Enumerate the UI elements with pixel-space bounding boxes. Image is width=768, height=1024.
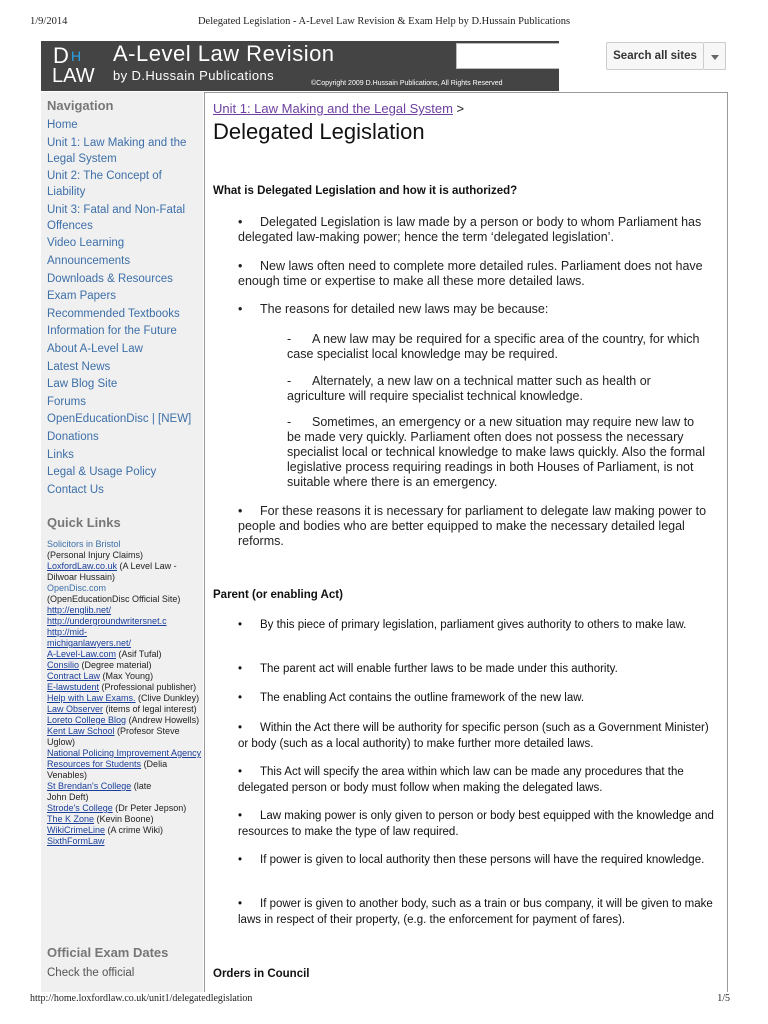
nav-item-announcements[interactable]: Announcements <box>47 254 131 267</box>
paragraph-bullet <box>238 617 718 633</box>
quick-link[interactable]: Loreto College Blog <box>47 715 127 725</box>
nav-item-latest-news[interactable]: Latest News <box>47 360 111 373</box>
paragraph-bullet <box>238 852 718 868</box>
quick-link[interactable]: LoxfordLaw.co.uk <box>47 561 118 571</box>
quick-link-item <box>47 814 202 825</box>
paragraph-bullet <box>238 896 718 928</box>
nav-heading: Navigation <box>47 98 114 113</box>
quick-link-note: (A crime Wiki) <box>105 825 164 835</box>
print-url: http://home.loxfordlaw.co.uk/unit1/delegatedlegislation <box>30 993 253 1004</box>
paragraph-text: Delegated Legislation is law made by a person or body to whom Parliament has delegated law-making power; hence the term ‘delegated legislation’. <box>238 215 702 244</box>
paragraph-text: The parent act will enable further laws to be made under this authority. <box>260 663 618 675</box>
nav-item-home[interactable]: Home <box>47 119 78 131</box>
paragraph-bullet <box>238 720 718 752</box>
paragraph-bullet <box>238 259 718 289</box>
logo-letter-h: H <box>71 48 82 64</box>
quick-link-item <box>47 671 202 682</box>
exam-dates-heading: Official Exam Dates <box>47 945 169 960</box>
nav-item-legal-policy[interactable]: Legal & Usage Policy <box>47 466 157 479</box>
quick-link-note: (Profesor Steve Uglow) <box>47 726 180 747</box>
bullet-icon: • <box>238 692 243 704</box>
bullet-icon: • <box>238 898 243 910</box>
section-heading-parent-act: Parent (or enabling Act) <box>213 589 343 601</box>
paragraph-bullet <box>238 504 718 549</box>
quick-link-note: (Andrew Howells) <box>126 715 200 725</box>
print-date: 1/9/2014 <box>30 16 68 27</box>
nav-item-video-learning[interactable]: Video Learning <box>47 237 125 250</box>
nav-item-about[interactable]: About A-Level Law <box>47 342 143 355</box>
nav-item-downloads[interactable]: Downloads & Resources <box>47 272 173 285</box>
quick-link-item <box>47 561 202 583</box>
bullet-icon: • <box>238 663 243 675</box>
banner-title: A-Level Law Revision <box>113 41 335 66</box>
nav-item-information-future[interactable]: Information for the Future <box>47 325 177 338</box>
nav-list <box>47 117 201 499</box>
sub-item <box>287 415 707 490</box>
quick-link-item <box>47 539 202 561</box>
quick-link[interactable]: National Policing Improvement Agency <box>47 748 202 758</box>
paragraph-text: New laws often need to complete more detailed rules. Parliament does not have enough time or expertise to make all these more detailed laws. <box>238 259 703 288</box>
quick-link-item <box>47 627 167 649</box>
sub-item-text: Alternately, a new law on a technical matter such as health or agriculture will require specialist technical knowledge. <box>287 374 651 403</box>
page-title: Delegated Legislation <box>213 119 425 144</box>
quick-link-item <box>47 715 202 726</box>
sub-item <box>287 374 707 404</box>
banner-copyright: ©Copyright 2009 D.Hussain Publications, All Rights Reserved <box>311 80 503 87</box>
paragraph-bullet <box>238 661 718 677</box>
bullet-icon: • <box>238 722 243 734</box>
quick-link[interactable]: Solicitors in Bristol <box>47 539 121 549</box>
nav-item-unit-1[interactable]: Unit 1: Law Making and the Legal System <box>47 136 187 165</box>
search-dropdown-chevron-icon[interactable] <box>704 42 726 70</box>
sidebar <box>41 92 203 992</box>
quick-link-item <box>47 693 202 704</box>
nav-item-openeducationdisc[interactable]: OpenEducationDisc | [NEW] <box>47 413 192 426</box>
nav-item-unit-2[interactable]: Unit 2: The Concept of Liability <box>47 170 162 199</box>
paragraph-text: If power is given to local authority then these persons will have the required knowledge. <box>260 854 705 866</box>
quick-link-item <box>47 616 202 627</box>
quick-link[interactable]: The K Zone <box>47 814 95 824</box>
nav-item-forums[interactable]: Forums <box>47 395 86 408</box>
quick-link-note: (Professional publisher) <box>99 682 197 692</box>
quick-link-note: (Kevin Boone) <box>94 814 154 824</box>
quick-link-item <box>47 704 202 715</box>
quick-link-note: (OpenEducationDisc Official Site) <box>47 594 181 604</box>
quick-link-item <box>47 825 202 836</box>
quick-links-heading: Quick Links <box>47 515 121 530</box>
quick-link-item <box>47 748 202 759</box>
breadcrumb-link-unit-1[interactable]: Unit 1: Law Making and the Legal System <box>213 101 453 116</box>
quick-link[interactable]: Contract Law <box>47 671 101 681</box>
paragraph-text: Within the Act there will be authority for specific person (such as a Government Minister) or body (such as a local authority) to make further more detailed laws. <box>238 722 709 750</box>
quick-link-note: (A Level Law - Dilwoar Hussain) <box>47 561 177 582</box>
quick-link-note: (Delia Venables) <box>47 759 168 780</box>
quick-link-item <box>47 605 202 616</box>
quick-link-item <box>47 781 157 803</box>
quick-link[interactable]: http://mid-michiganlawyers.net/ <box>47 627 132 648</box>
breadcrumb-separator: > <box>452 101 465 116</box>
dash-icon: - <box>287 332 292 346</box>
sub-item-text: A new law may be required for a specific area of the country, for which case specialist local knowledge may be required. <box>287 332 700 361</box>
quick-link[interactable]: Consilio <box>47 660 80 670</box>
print-header <box>30 16 738 30</box>
print-footer <box>30 993 738 1007</box>
quick-link[interactable]: WikiCrimeLine <box>47 825 106 835</box>
quick-link-note: (Personal Injury Claims) <box>47 550 144 560</box>
paragraph-bullet <box>238 215 718 245</box>
exam-dates-text: Check the official <box>47 967 135 979</box>
quick-link-item <box>47 759 202 781</box>
paragraph-bullet <box>238 690 718 706</box>
quick-link[interactable]: Strode's College <box>47 803 113 813</box>
print-title: Delegated Legislation - A-Level Law Revision & Exam Help by D.Hussain Publications <box>197 16 571 27</box>
nav-item-exam-papers[interactable]: Exam Papers <box>47 290 117 303</box>
nav-item-recommended-textbooks[interactable]: Recommended Textbooks <box>47 307 180 320</box>
bullet-icon: • <box>238 215 243 229</box>
dash-icon: - <box>287 374 292 388</box>
quick-link[interactable]: E-lawstudent <box>47 682 100 692</box>
quick-link-note: (Max Young) <box>100 671 154 681</box>
dash-icon: - <box>287 415 292 429</box>
bullet-icon: • <box>238 766 243 778</box>
site-logo[interactable] <box>49 43 105 89</box>
quick-link[interactable]: SixthFormLaw <box>47 836 105 846</box>
paragraph-bullet <box>238 302 718 317</box>
logo-law: LAW <box>52 65 95 87</box>
banner-subtitle: by D.Hussain Publications <box>113 68 275 83</box>
nav-item-law-blog[interactable]: Law Blog Site <box>47 378 118 391</box>
paragraph-text: Law making power is only given to person or body best equipped with the knowledge and resources to make the type of law required. <box>238 810 714 838</box>
bullet-icon: • <box>238 302 243 316</box>
quick-link-item <box>47 726 202 748</box>
bullet-icon: • <box>238 810 243 822</box>
search-all-sites-button[interactable]: Search all sites <box>606 42 704 70</box>
quick-link[interactable]: Law Observer <box>47 704 104 714</box>
quick-link-item <box>47 660 202 671</box>
paragraph-text: The reasons for detailed new laws may be because: <box>260 302 549 316</box>
sub-item-text: Sometimes, an emergency or a new situation may require new law to be made very quickly. Parliament often does not possess the necessary specialist local or technical knowledge to make laws quickly. Also the formal legislative process requiring readings in both Houses of Parliament, is not suitable where there is an emergency. <box>287 415 706 489</box>
quick-link-item <box>47 682 202 693</box>
quick-link-note: (Degree material) <box>79 660 152 670</box>
quick-link[interactable]: A-Level-Law.com <box>47 649 117 659</box>
paragraph-text: The enabling Act contains the outline framework of the new law. <box>260 692 585 704</box>
paragraph-text: By this piece of primary legislation, parliament gives authority to others to make law. <box>260 619 687 631</box>
quick-link-item <box>47 803 202 814</box>
paragraph-bullet <box>238 764 718 796</box>
paragraph-text: If power is given to another body, such as a train or bus company, it will be given to make laws in respect of their property, (e.g. the enforcement for payment of fares). <box>238 898 713 926</box>
banner-blank-box <box>456 43 559 69</box>
section-heading-what-is: What is Delegated Legislation and how it is authorized? <box>213 185 518 197</box>
quick-link-item <box>47 583 202 605</box>
quick-link-note: (Dr Peter Jepson) <box>112 803 187 813</box>
quick-link-note: (late John Deft) <box>47 781 152 802</box>
nav-item-contact[interactable]: Contact Us <box>47 483 104 496</box>
main-content <box>204 92 728 992</box>
logo-letter-d: D <box>53 43 70 68</box>
quick-links-list <box>47 539 202 847</box>
paragraph-text: For these reasons it is necessary for parliament to delegate law making power to people and bodies who are better equipped to make the necessary detailed legal reforms. <box>238 504 707 548</box>
section-heading-orders-in-council: Orders in Council <box>213 968 310 980</box>
sub-item <box>287 332 707 362</box>
bullet-icon: • <box>238 259 243 273</box>
print-page-number: 1/5 <box>717 993 730 1004</box>
quick-link[interactable]: Help with Law Exams. <box>47 693 136 703</box>
paragraph-bullet <box>238 808 718 840</box>
quick-link[interactable]: OpenDisc.com <box>47 583 107 593</box>
quick-link-note: (Asif Tufal) <box>116 649 162 659</box>
breadcrumb <box>213 101 464 116</box>
nav-item-donations[interactable]: Donations <box>47 430 99 443</box>
quick-link-note: (items of legal interest) <box>103 704 197 714</box>
nav-item-unit-3[interactable]: Unit 3: Fatal and Non-Fatal Offences <box>47 203 186 232</box>
bullet-icon: • <box>238 854 243 866</box>
paragraph-text: This Act will specify the area within which law can be made any procedures that the delegated person or body must follow when making the delegated laws. <box>238 766 684 794</box>
quick-link[interactable]: St Brendan's College <box>47 781 132 791</box>
quick-link-note: (Clive Dunkley) <box>135 693 200 703</box>
bullet-icon: • <box>238 504 243 518</box>
quick-link-item <box>47 649 202 660</box>
quick-link[interactable]: Resources for Students <box>47 759 142 769</box>
quick-link[interactable]: http://undergroundwritersnet.c <box>47 616 167 626</box>
nav-item-links[interactable]: Links <box>47 448 74 461</box>
quick-link[interactable]: http://englib.net/ <box>47 605 112 615</box>
site-banner[interactable] <box>41 41 559 91</box>
quick-link-item <box>47 836 202 847</box>
quick-link[interactable]: Kent Law School <box>47 726 115 736</box>
bullet-icon: • <box>238 619 243 631</box>
